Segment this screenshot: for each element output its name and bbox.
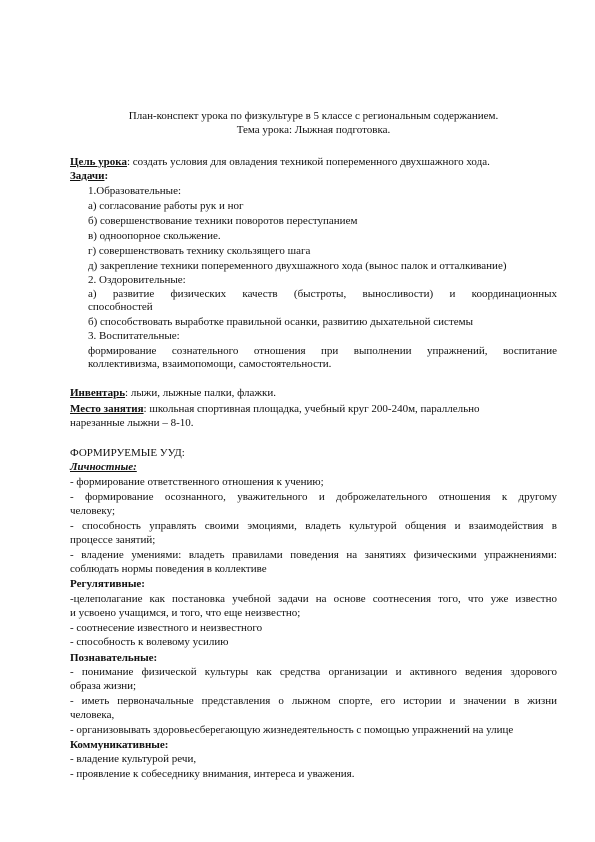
- upbringing-heading: 3. Воспитательные:: [88, 330, 180, 342]
- list-item: процессе занятий;: [70, 534, 156, 546]
- task-item: г) совершенствовать технику скользящего шага: [88, 245, 311, 257]
- task-item: б) совершенствование техники поворотов переступанием: [88, 215, 358, 227]
- venue-text: : школьная спортивная площадка, учебный круг 200-240м, параллельно: [143, 403, 480, 415]
- inventory: [70, 386, 557, 400]
- list-item: - понимание физической культуры как средства организации и активного ведения здорового: [70, 666, 557, 678]
- list-item: соблюдать нормы поведения в коллективе: [70, 563, 267, 575]
- venue-label: Место занятия: [70, 403, 144, 415]
- task-item: способностей: [88, 301, 153, 313]
- list-item: - иметь первоначальные представления о лыжном спорте, его истории и значении в жизни: [70, 695, 557, 707]
- list-item: человека,: [70, 709, 115, 721]
- lesson-goal: [70, 155, 557, 169]
- venue-text-continued: нарезанные лыжни – 8-10.: [70, 417, 194, 429]
- list-item: - формирование осознанного, уважительного и доброжелательного отношения к другому: [70, 491, 557, 503]
- list-item: - проявление к собеседнику внимания, интереса и уважения.: [70, 768, 355, 780]
- goal-text: : создать условия для овладения техникой попеременного двухшажного хода.: [126, 156, 490, 168]
- health-heading: 2. Оздоровительные:: [88, 274, 186, 286]
- communicative-label: Коммуникативные:: [70, 739, 169, 751]
- task-item: а) согласование работы рук и ног: [88, 200, 244, 212]
- document-title: План-конспект урока по физкультуре в 5 классе с региональным содержанием.: [128, 110, 499, 122]
- tasks-label: Задачи: [70, 170, 105, 182]
- list-item: - организовывать здоровьесберегающую жизнедеятельность с помощью упражнений на улице: [70, 724, 514, 736]
- venue: [70, 402, 557, 416]
- list-item: образа жизни;: [70, 680, 137, 692]
- task-item: д) закрепление техники попеременного двухшажного хода (вынос палок и отталкивание): [88, 260, 507, 272]
- task-item: б) способствовать выработке правильной осанки, развитию дыхательной системы: [88, 316, 473, 328]
- educational-heading: 1.Образовательные:: [88, 185, 182, 197]
- inventory-label: Инвентарь: [70, 387, 126, 399]
- list-item: -целеполагание как постановка учебной задачи на основе соотнесения того, что уже известно: [70, 593, 557, 605]
- list-item: - владение культурой речи,: [70, 753, 197, 765]
- list-item: - формирование ответственного отношения к учению;: [70, 476, 324, 488]
- inventory-text: : лыжи, лыжные палки, флажки.: [125, 387, 276, 399]
- list-item: - соотнесение известного и неизвестного: [70, 622, 263, 634]
- task-item: формирование сознательного отношения при выполнении упражнений, воспитание: [88, 345, 557, 357]
- list-item: - способность к волевому усилию: [70, 636, 229, 648]
- uud-heading: ФОРМИРУЕМЫЕ УУД:: [70, 447, 185, 459]
- list-item: человеку;: [70, 505, 116, 517]
- goal-label: Цель урока: [70, 156, 127, 168]
- lesson-topic: Тема урока: Лыжная подготовка.: [236, 124, 391, 136]
- list-item: - владение умениями: владеть правилами поведения на занятиях физическими упражнениями:: [70, 549, 557, 561]
- task-item: в) одноопорное скольжение.: [88, 230, 221, 242]
- task-item: а) развитие физических качеств (быстроты, выносливости) и координационных: [88, 288, 557, 300]
- list-item: - способность управлять своими эмоциями, владеть культурой общения и взаимодействия в: [70, 520, 557, 532]
- regulatory-label: Регулятивные:: [70, 578, 145, 590]
- cognitive-label: Познавательные:: [70, 652, 158, 664]
- list-item: и усвоено учащимся, и того, что еще неизвестно;: [70, 607, 301, 619]
- personal-label: Личностные:: [70, 461, 137, 473]
- task-item: коллективизма, взаимопомощи, самостоятельности.: [88, 358, 332, 370]
- tasks-heading: Задачи:: [70, 170, 109, 182]
